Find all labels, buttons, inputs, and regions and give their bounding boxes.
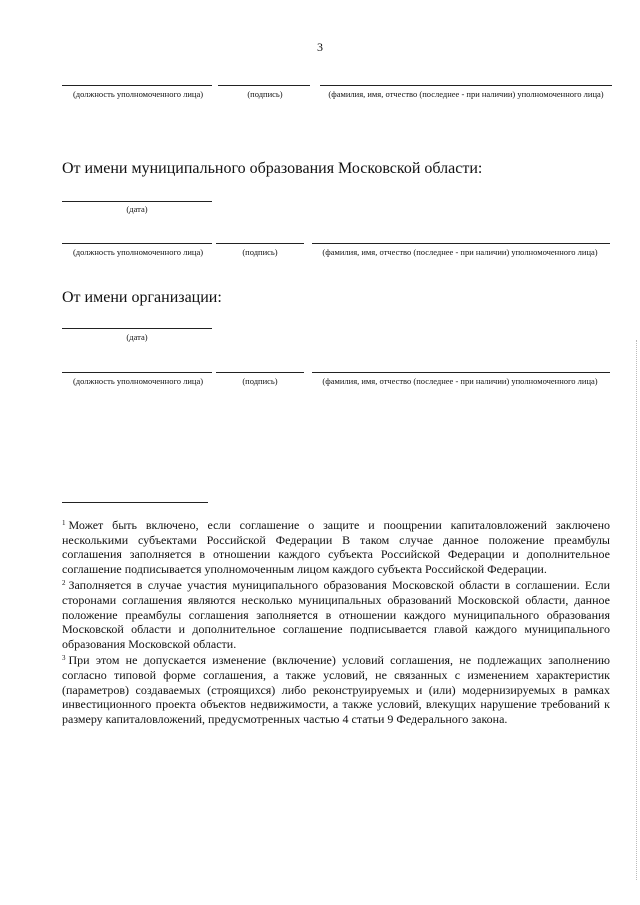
- position-label: (должность уполномоченного лица): [72, 89, 204, 99]
- organization-heading: От имени организации:: [62, 289, 222, 306]
- position-line: [62, 85, 212, 86]
- name-line: [312, 243, 610, 244]
- signature-line: [216, 372, 304, 373]
- position-label: (должность уполномоченного лица): [72, 247, 204, 257]
- footnote-2: [62, 576, 610, 651]
- position-line: [62, 372, 212, 373]
- scan-edge-artifact: [636, 340, 638, 880]
- organization-date-label: (дата): [126, 332, 148, 342]
- footnote-marker: 1: [62, 519, 66, 527]
- footnote-marker: 3: [62, 654, 66, 663]
- page-number: 3: [317, 40, 323, 54]
- signature-block-top: [0, 85, 640, 125]
- footnote-text: При этом не допускается изменение (включение) условий соглашения, не подлежащих заполнению согласно типовой форме соглашения, а также условий, не связанных с изменением характеристик (параметров) создаваемых (строящихся) либо реконструируемых и (или) модернизируемых в рамках инвестиционного проекта объектов недвижимости, а также условий, влекущих нарушение требований к размеру капиталовложений, предусмотренных частью 4 статьи 9 Федерального закона.: [62, 653, 610, 726]
- footnote-separator: [62, 502, 208, 503]
- municipal-heading: От имени муниципального образования Московской области:: [62, 160, 483, 177]
- name-label: (фамилия, имя, отчество (последнее - при наличии) уполномоченного лица): [322, 376, 598, 386]
- signature-label: (подпись): [242, 247, 278, 257]
- signature-line: [216, 243, 304, 244]
- footnote-1: [62, 516, 610, 576]
- signature-block-organization: [0, 372, 640, 412]
- footnote-text: Может быть включено, если соглашение о защите и поощрении капиталовложений заключено несколькими субъектами Российской Федерации В таком случае данное положение преамбулы соглашения заполняется в отношении каждого субъекта Российской Федерации и дополнительное соглашение подписывается уполномоченным лицом каждого субъекта Российской Федерации.: [62, 518, 610, 576]
- footnote-marker: 2: [62, 579, 66, 588]
- footnotes: [62, 516, 610, 726]
- signature-line: [218, 85, 310, 86]
- name-label: (фамилия, имя, отчество (последнее - при наличии) уполномоченного лица): [328, 89, 604, 99]
- footnote-3: [62, 651, 610, 726]
- name-line: [320, 85, 612, 86]
- municipal-date-label: (дата): [126, 204, 148, 214]
- signature-block-municipal: [0, 243, 640, 283]
- name-line: [312, 372, 610, 373]
- municipal-date-line: [62, 201, 212, 202]
- signature-label: (подпись): [247, 89, 283, 99]
- position-label: (должность уполномоченного лица): [72, 376, 204, 386]
- name-label: (фамилия, имя, отчество (последнее - при наличии) уполномоченного лица): [322, 247, 598, 257]
- organization-date-line: [62, 328, 212, 329]
- signature-label: (подпись): [242, 376, 278, 386]
- footnote-text: Заполняется в случае участия муниципального образования Московской области в соглашении. Если сторонами соглашения являются несколько муниципальных образований Московской области, данное положение преамбулы соглашения заполняется в отношении каждого муниципального образования Московской области и дополнительное соглашение подписывается главой каждого муниципального образования Московской области.: [62, 578, 610, 651]
- position-line: [62, 243, 212, 244]
